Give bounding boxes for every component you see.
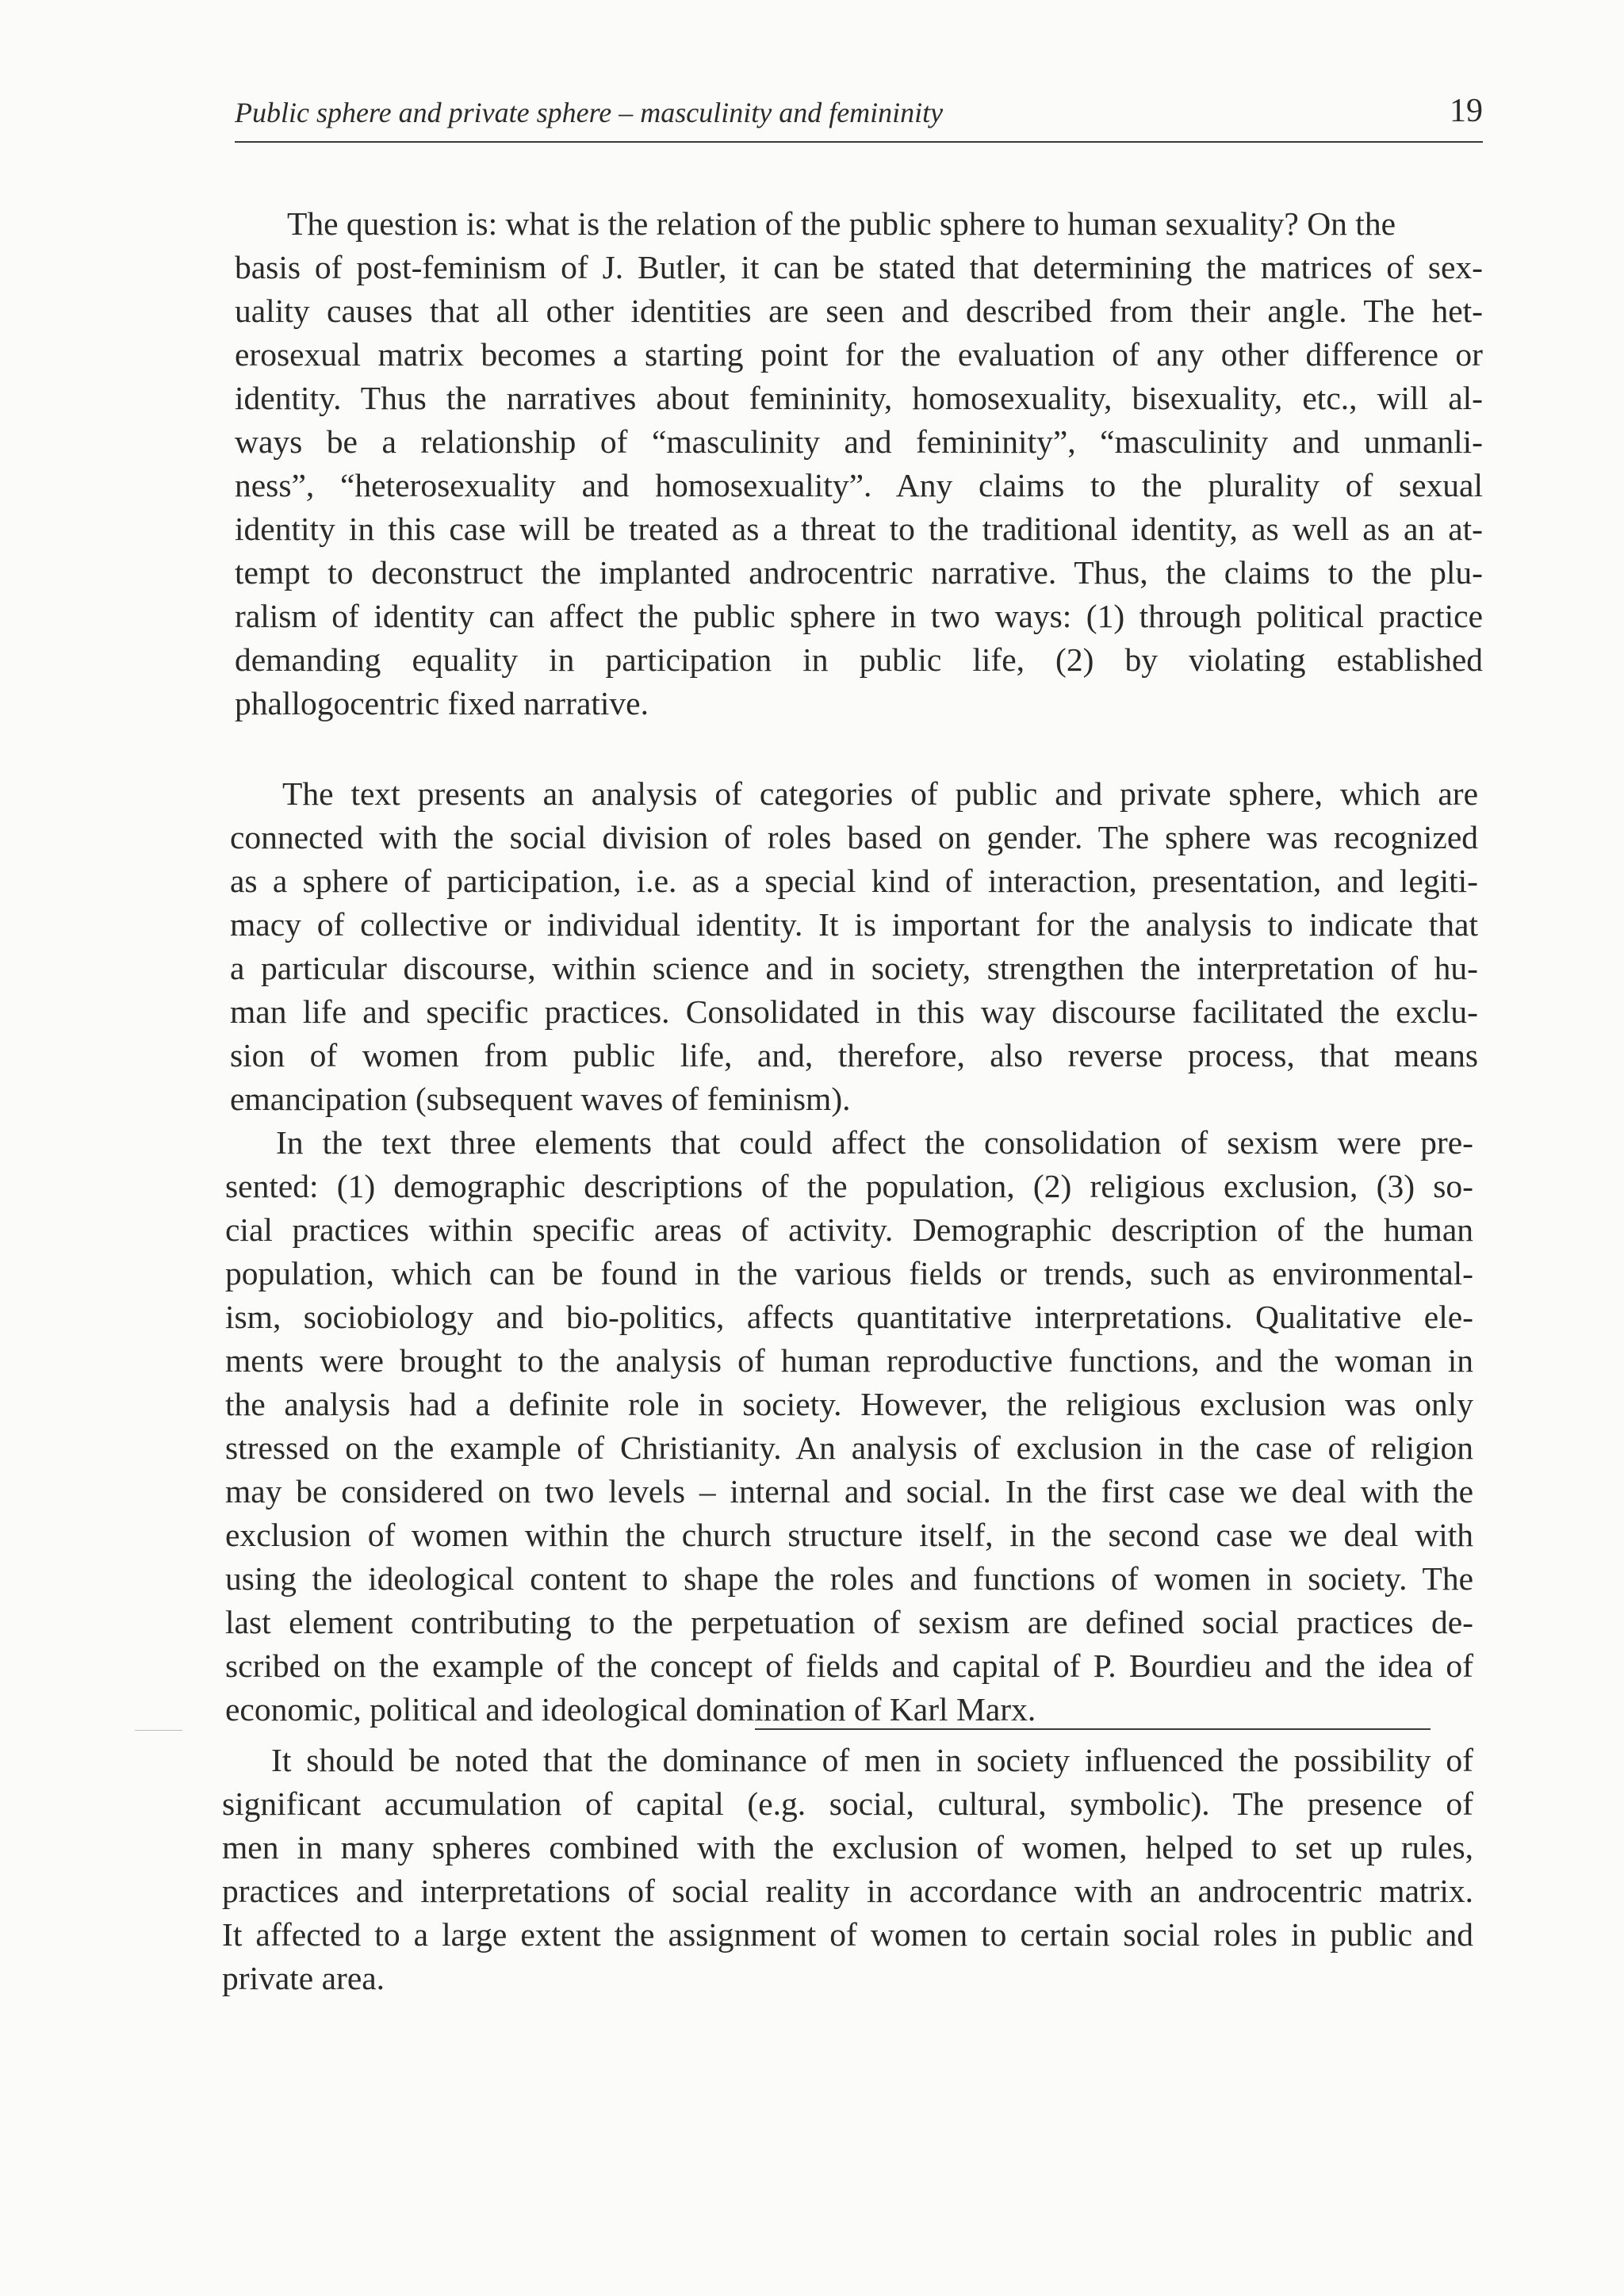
paragraph-line: a particular discourse, within science and in society, strengthen the interpretation of hu-: [230, 950, 1478, 986]
paragraph-line: erosexual matrix becomes a starting point for the evaluation of any other difference or: [235, 336, 1483, 373]
paragraph-line: phallogocentric fixed narrative.: [235, 685, 649, 721]
running-header: [235, 89, 1483, 143]
print-artifact-rule: [135, 1730, 182, 1731]
paragraph-line: basis of post-feminism of J. Butler, it can be stated that determining the matrices of sex-: [235, 249, 1483, 285]
paragraph-line: demanding equality in participation in public life, (2) by violating established: [235, 641, 1483, 678]
paragraph-line: last element contributing to the perpetuation of sexism are defined social practices de-: [225, 1604, 1473, 1640]
paragraph-line: scribed on the example of the concept of fields and capital of P. Bourdieu and the idea of: [225, 1647, 1473, 1684]
paragraph-line: ness”, “heterosexuality and homosexuality”. Any claims to the plurality of sexual: [235, 467, 1483, 503]
paragraph-line: the analysis had a definite role in society. However, the religious exclusion was only: [225, 1386, 1473, 1422]
print-artifact-rule: [755, 1728, 1431, 1730]
paragraph-line: practices and interpretations of social reality in accordance with an androcentric matrix.: [222, 1873, 1473, 1909]
paragraph-line: as a sphere of participation, i.e. as a special kind of interaction, presentation, and legiti-: [230, 863, 1478, 899]
running-title: Public sphere and private sphere – masculinity and femininity: [235, 97, 944, 128]
paragraph-line: stressed on the example of Christianity. An analysis of exclusion in the case of religion: [225, 1429, 1473, 1466]
paragraph-line: ments were brought to the analysis of human reproductive functions, and the woman in: [225, 1342, 1473, 1379]
paragraph-line: cial practices within specific areas of activity. Demographic description of the human: [225, 1211, 1473, 1248]
paragraph-line: It affected to a large extent the assignment of women to certain social roles in public and: [222, 1916, 1473, 1953]
paragraph-line: connected with the social division of roles based on gender. The sphere was recognized: [230, 819, 1478, 855]
paragraph-line: sented: (1) demographic descriptions of the population, (2) religious exclusion, (3) so-: [225, 1168, 1473, 1204]
paragraph-line: identity in this case will be treated as a threat to the traditional identity, as well as an at-: [235, 511, 1483, 547]
paragraph-line: sion of women from public life, and, therefore, also reverse process, that means: [230, 1037, 1478, 1073]
paragraph-line: tempt to deconstruct the implanted androcentric narrative. Thus, the claims to the plu-: [235, 554, 1483, 591]
paragraph-line: The text presents an analysis of categories of public and private sphere, which are: [282, 775, 1478, 812]
paragraph-line: The question is: what is the relation of the public sphere to human sexuality? On the: [287, 205, 1396, 242]
paragraph-line: men in many spheres combined with the exclusion of women, helped to set up rules,: [222, 1829, 1473, 1866]
paragraph-line: emancipation (subsequent waves of feminism).: [230, 1081, 851, 1117]
paragraph-line: may be considered on two levels – internal and social. In the first case we deal with the: [225, 1473, 1473, 1510]
paragraph-line: economic, political and ideological domination of Karl Marx.: [225, 1691, 1036, 1728]
paragraph-line: identity. Thus the narratives about femininity, homosexuality, bisexuality, etc., will al-: [235, 380, 1483, 416]
paragraph-line: It should be noted that the dominance of men in society influenced the possibility of: [271, 1742, 1473, 1778]
paragraph-line: exclusion of women within the church structure itself, in the second case we deal with: [225, 1517, 1473, 1553]
paragraph-line: ralism of identity can affect the public sphere in two ways: (1) through political practice: [235, 598, 1483, 634]
page-number: 19: [1450, 93, 1483, 129]
paragraph-line: private area.: [222, 1960, 385, 1996]
paragraph-line: uality causes that all other identities are seen and described from their angle. The het-: [235, 293, 1483, 329]
paragraph-line: In the text three elements that could affect the consolidation of sexism were pre-: [276, 1124, 1473, 1161]
paragraph-line: ways be a relationship of “masculinity and femininity”, “masculinity and unmanli-: [235, 423, 1483, 460]
paragraph-line: population, which can be found in the various fields or trends, such as environmental-: [225, 1255, 1473, 1292]
paragraph-line: man life and specific practices. Consolidated in this way discourse facilitated the exclu-: [230, 993, 1478, 1030]
paragraph-line: macy of collective or individual identity. It is important for the analysis to indicate that: [230, 906, 1478, 943]
paragraph-line: significant accumulation of capital (e.g. social, cultural, symbolic). The presence of: [222, 1785, 1473, 1822]
paragraph-line: ism, sociobiology and bio-politics, affects quantitative interpretations. Qualitative ele-: [225, 1299, 1473, 1335]
paragraph-line: using the ideological content to shape the roles and functions of women in society. The: [225, 1560, 1473, 1597]
